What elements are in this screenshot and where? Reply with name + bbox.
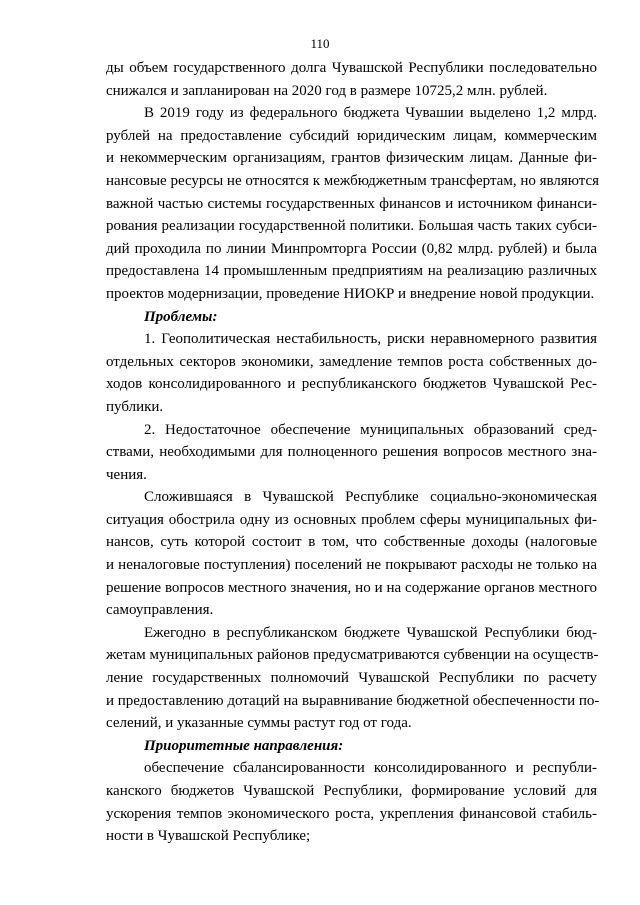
section-heading: Приоритетные направления: [144,737,344,754]
text-line: предоставлена 14 промышленным предприятиям на реализацию различных [106,263,597,280]
text-line: проектов модернизации, проведение НИОКР и внедрение новой продукции. [106,285,595,302]
text-line: и предоставлению дотаций на выравнивание бюджетной обеспеченности по- [106,692,600,709]
text-line: 2. Недостаточное обеспечение муниципальных образований сред- [144,421,597,438]
text-line: канского бюджетов Чувашской Республики, формирование условий для [106,783,597,799]
text-line: ходов консолидированного и республиканского бюджетов Чувашской Рес- [106,376,597,393]
text-line: нансовые ресурсы не относятся к межбюджетным трансфертам, но являются [106,172,600,189]
text-line: и некоммерческим организациям, грантов физическим лицам. Данные фи- [106,150,597,167]
text-line: В 2019 году из федерального бюджета Чувашии выделено 1,2 млрд. [144,105,597,122]
text-line: ды объем государственного долга Чувашской Республики последовательно [106,60,597,76]
text-line: решение вопросов местного значения, но и на содержание органов местного [106,579,597,596]
section-heading: Проблемы: [144,308,218,325]
text-line: ситуация обострила одну из основных проблем сферы муниципальных фи- [106,511,597,528]
text-line: рублей на предоставление субсидий юридическим лицам, коммерческим [106,127,597,144]
text-line: ускорения темпов экономического роста, укрепления финансовой стабиль- [106,805,597,822]
text-line: отдельных секторов экономики, замедление темпов роста собственных до- [106,353,597,370]
text-line: важной частью системы государственных финансов и источником финанси- [106,195,597,212]
text-line: ление государственных полномочий Чувашской Республики по расчету [106,670,597,687]
text-line: Сложившаяся в Чувашской Республике социально-экономическая [144,489,597,506]
text-line: жетам муниципальных районов предусматриваются субвенции на осуществ- [106,647,599,664]
text-line: нансов, суть которой состоит в том, что собственные доходы (налоговые [106,534,597,551]
text-line: обеспечение сбалансированности консолидированного и республи- [144,760,597,777]
text-line: дий проходила по линии Минпромторга России (0,82 млрд. рублей) и была [106,240,597,257]
text-line: ности в Чувашской Республике; [106,828,311,845]
text-line: чения. [106,466,147,483]
page-number: 110 [310,36,330,51]
text-line: 1. Геополитическая нестабильность, риски неравномерного развития [144,331,597,348]
text-line: селений, и указанные суммы растут год от года. [106,715,412,732]
text-line: и неналоговые поступления) поселений не покрывают расходы не только на [106,557,597,574]
text-line: ствами, необходимыми для полноценного решения вопросов местного зна- [106,444,597,461]
text-line: Ежегодно в республиканском бюджете Чувашской Республики бюд- [144,624,597,641]
text-line: публики. [106,398,164,415]
document-body [106,57,600,848]
text-line: снижался и запланирован на 2020 год в размере 10725,2 млн. рублей. [106,82,548,99]
text-line: самоуправления. [106,602,214,619]
text-line: рования реализации государственной политики. Большая часть таких субси- [106,218,597,235]
